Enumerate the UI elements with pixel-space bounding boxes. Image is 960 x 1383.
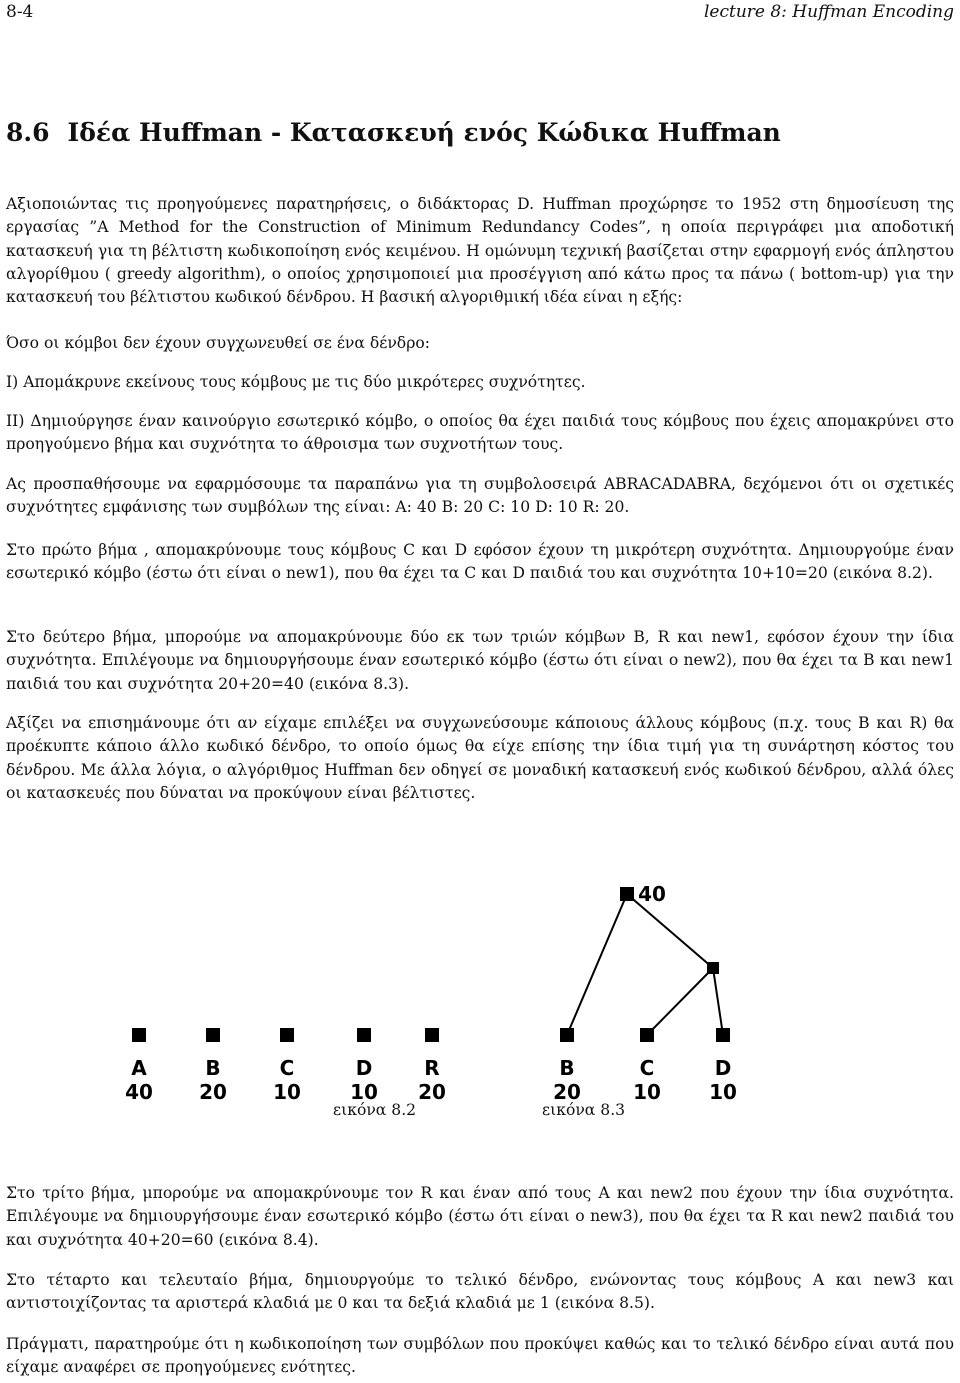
node-b-8-3: [553, 1028, 581, 1104]
figure-8-2: [125, 1028, 446, 1104]
node-d-8-3: [709, 1028, 737, 1104]
svg-text:10: 10: [350, 1080, 378, 1104]
node-a: [125, 1028, 153, 1104]
svg-text:20: 20: [553, 1080, 581, 1104]
svg-text:20: 20: [199, 1080, 227, 1104]
paragraph-third-step: Στο τρίτο βήμα, μπορούμε να απομακρύνουμε τον R και έναν από τους A και new2 που έχουν την ίδια συχνότητα. Επιλέγουμε να δημιουργήσουμε έναν εσωτερικό κόμβο (έστω ότι είναι ο new3), που θα έχει τα R και new2 παιδιά του και συχνότητα 40+20=60 (εικόνα 8.4).: [6, 1184, 954, 1249]
svg-text:20: 20: [418, 1080, 446, 1104]
caption-figure-8-3: εικόνα 8.3: [542, 1101, 626, 1119]
figure-trees: [0, 870, 960, 1130]
svg-text:10: 10: [633, 1080, 661, 1104]
node-new1: [707, 962, 719, 974]
paragraph-loop: Όσο οι κόμβοι δεν έχουν συγχωνευθεί σε ένα δένδρο:: [6, 334, 431, 352]
svg-text:C: C: [639, 1056, 655, 1080]
node-r: [418, 1028, 446, 1104]
edge-root-b: [567, 894, 627, 1035]
node-new2: [620, 882, 666, 906]
paragraph-conclusion: Πράγματι, παρατηρούμε ότι η κωδικοποίηση των συμβόλων που προκύψει καθώς και το τελικό δένδρο είναι αυτά που είχαμε αναφέρει σε προηγούμενες ενότητες.: [6, 1335, 954, 1377]
figure-8-3: [553, 882, 737, 1104]
running-title: lecture 8: Huffman Encoding: [703, 2, 954, 22]
paragraph-remark: Αξίζει να επισημάνουμε ότι αν είχαμε επιλέξει να συγχωνεύσουμε κάποιους άλλους κόμβους (π.χ. τους B και R) θα προέκυπτε κάποιο άλλο κωδικό δένδρο, το οποίο όμως θα είχε επίσης την ίδια τιμή για τη συνάρτηση κόστος του δένδρου. Με άλλα λόγια, ο αλγόριθμος Huffman δεν οδηγεί σε μοναδική κατασκευή ενός κωδικού δένδρου, αλλά όλες οι κατασκευές που δύναται να προκύψουν είναι βέλτιστες.: [6, 714, 954, 802]
section-title: Ιδέα Huffman - Κατασκευή ενός Κώδικα Huffman: [67, 118, 781, 147]
svg-text:10: 10: [273, 1080, 301, 1104]
svg-text:A: A: [131, 1056, 147, 1080]
svg-text:D: D: [714, 1056, 732, 1080]
paragraph-step-2: II) Δημιούργησε έναν καινούργιο εσωτερικό κόμβο, ο οποίος θα έχει παιδιά τους κόμβους που έχεις απομακρύνει στο προηγούμενο βήμα και συχνότητα το άθροισμα των συχνοτήτων τους.: [6, 412, 954, 454]
section-heading: [6, 118, 781, 147]
node-b: [199, 1028, 227, 1104]
node-d: [350, 1028, 378, 1104]
paragraph-intro: Αξιοποιώντας τις προηγούμενες παρατηρήσεις, ο διδάκτορας D. Huffman προχώρησε το 1952 στη δημοσίευση της εργασίας ”A Method for the Construction of Minimum Redundancy Codes”, η οποία περιγράφει μια αποδοτική κατασκευή για τη βέλτιστη κωδικοποίηση ενός κειμένου. Η ομώνυμη τεχνική βασίζεται στην εφαρμογή ενός άπληστου αλγορίθμου ( greedy algorithm), ο οποίος χρησιμοποιεί μια προσέγγιση από κάτω προς τα πάνω ( bottom-up) για την κατασκευή του βέλτιστου κωδικού δένδρου. Η βασική αλγοριθμική ιδέα είναι η εξής:: [6, 195, 954, 307]
svg-text:40: 40: [638, 882, 666, 906]
section-number: 8.6: [6, 118, 50, 147]
svg-text:B: B: [559, 1056, 575, 1080]
paragraph-fourth-step: Στο τέταρτο και τελευταίο βήμα, δημιουργούμε το τελικό δένδρο, ενώνοντας τους κόμβους A και new3 και αντιστοιχίζοντας τα αριστερά κλαδιά με 0 και τα δεξιά κλαδιά με 1 (εικόνα 8.5).: [6, 1271, 954, 1313]
paragraph-step-1: I) Απομάκρυνε εκείνους τους κόμβους με τις δύο μικρότερες συχνότητες.: [6, 373, 586, 391]
svg-text:40: 40: [125, 1080, 153, 1104]
svg-text:R: R: [424, 1056, 440, 1080]
page-number: 8-4: [6, 2, 34, 22]
edge-new1-c: [647, 968, 713, 1035]
svg-text:B: B: [205, 1056, 221, 1080]
paragraph-second-step: Στο δεύτερο βήμα, μπορούμε να απομακρύνουμε δύο εκ των τριών κόμβων B, R και new1, εφόσον έχουν την ίδια συχνότητα. Επιλέγουμε να δημιουργήσουμε έναν εσωτερικό κόμβο (έστω ότι είναι ο new2), που θα έχει τα B και new1 παιδιά του και συχνότητα 20+20=40 (εικόνα 8.3).: [6, 628, 954, 693]
svg-text:10: 10: [709, 1080, 737, 1104]
svg-text:D: D: [355, 1056, 373, 1080]
caption-figure-8-2: εικόνα 8.2: [333, 1101, 417, 1119]
edge-new1-d: [713, 968, 723, 1035]
svg-text:C: C: [279, 1056, 295, 1080]
paragraph-first-step: Στο πρώτο βήμα , απομακρύνουμε τους κόμβους C και D εφόσον έχουν τη μικρότερη συχνότητα. Δημιουργούμε έναν εσωτερικό κόμβο (έστω ότι είναι ο new1), που θα έχει τα C και D παιδιά του και συχνότητα 10+10=20 (εικόνα 8.2).: [6, 541, 954, 583]
node-c-8-3: [633, 1028, 661, 1104]
node-c: [273, 1028, 301, 1104]
paragraph-example: Ας προσπαθήσουμε να εφαρμόσουμε τα παραπάνω για τη συμβολοσειρά ABRACADABRA, δεχόμενοι ότι οι σχετικές συχνότητες εμφάνισης των συμβόλων της είναι: A: 40 B: 20 C: 10 D: 10 R: 20.: [6, 475, 954, 517]
